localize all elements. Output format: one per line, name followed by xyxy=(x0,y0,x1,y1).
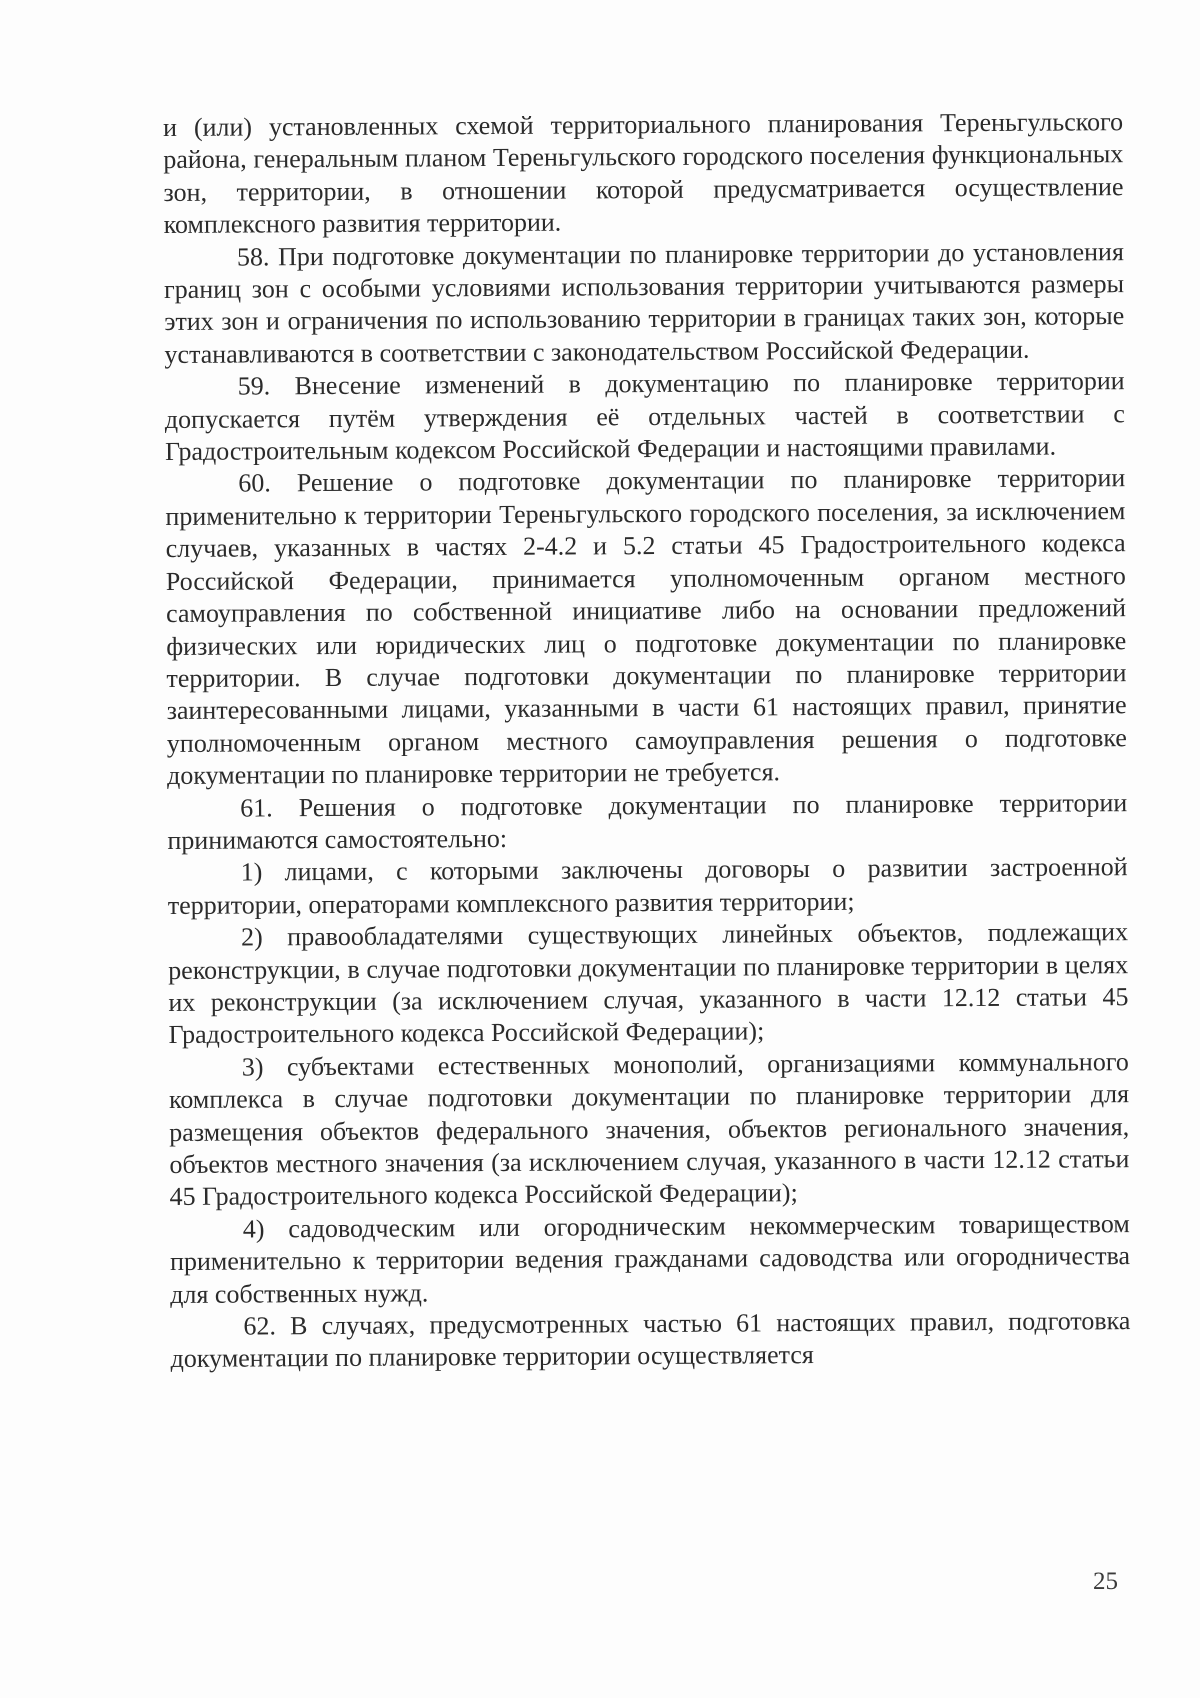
paragraph: и (или) установленных схемой территориального планирования Тереньгульского района, генеральным планом Тереньгульского городского поселения функциональных зон, территории, в отношении которой предусматривается осуществление комплексного развития территории. xyxy=(163,107,1124,240)
paragraph-59: 59. Внесение изменений в документацию по планировке территории допускается путём утверждения её отдельных частей в соответствии с Градостроительным кодексом Российской Федерации и настоящими правилами. xyxy=(164,366,1125,467)
paragraph-60: 60. Решение о подготовке документации по планировке территории применительно к территории Тереньгульского городского поселения, за исключением случаев, указанных в частях 2-4.2 и 5.2 статьи 45 Градостроительного кодекса Российской Федерации, принимается уполномоченным органом местного самоуправления по собственной инициативе либо на основании предложений физических или юридических лиц о подготовке документации по планировке территории. В случае подготовки документации по планировке территории заинтересованными лицами, указанными в части 61 настоящих правил, принятие уполномоченным органом местного самоуправления решения о подготовке документации по планировке территории не требуется. xyxy=(165,463,1127,791)
paragraph-58: 58. При подготовке документации по планировке территории до установления границ зон с особыми условиями использования территории учитываются размеры этих зон и ограничения по использованию территории в границах таких зон, которые устанавливаются в соответствии с законодательством Российской Федерации. xyxy=(163,236,1125,369)
list-item-3: 3) субъектами естественных монополий, организациями коммунального комплекса в случае подготовки документации по планировке территории для размещения объектов федерального значения, объектов регионального значения, объектов местного значения (за исключением случая, указанного в части 12.12 статьи 45 Градостроительного кодекса Российской Федерации); xyxy=(168,1046,1130,1212)
list-item-4: 4) садоводческим или огородническим некоммерческим товариществом применительно к территории ведения гражданами садоводства или огородничества для собственных нужд. xyxy=(169,1208,1131,1309)
list-item-1: 1) лицами, с которыми заключены договоры о развитии застроенной территории, операторами комплексного развития территории; xyxy=(167,852,1128,920)
document-body xyxy=(163,106,1131,1376)
page-number: 25 xyxy=(1093,1568,1118,1595)
paragraph-62: 62. В случаях, предусмотренных частью 61 настоящих правил, подготовка документации по планировке территории осуществляется xyxy=(170,1306,1131,1374)
paragraph-61: 61. Решения о подготовке документации по планировке территории принимаются самостоятельно: xyxy=(167,787,1128,855)
list-item-2: 2) правообладателями существующих линейных объектов, подлежащих реконструкции, в случае подготовки документации по планировке территории в целях их реконструкции (за исключением случая, указанного в части 12.12 статьи 45 Градостроительного кодекса Российской Федерации); xyxy=(168,917,1129,1050)
